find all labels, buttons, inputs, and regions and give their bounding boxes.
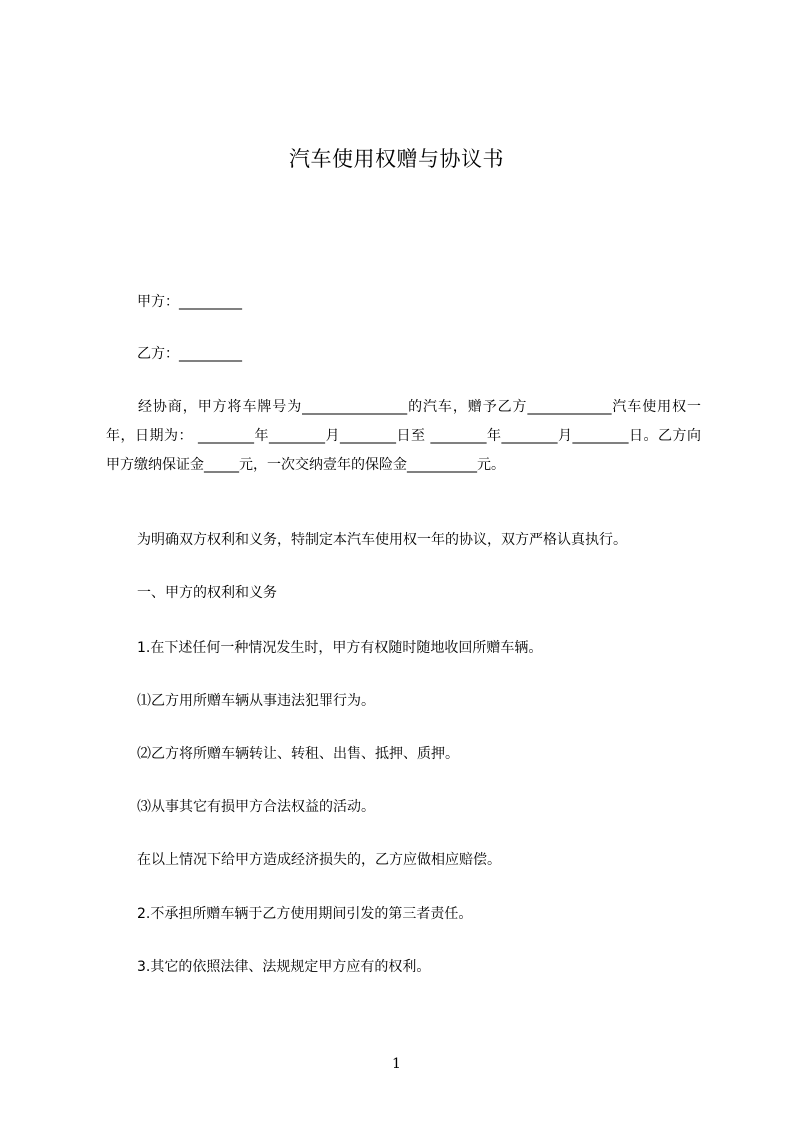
section-1-heading: 一、甲方的权利和义务 xyxy=(137,585,277,601)
clause-1: 1.在下述任何一种情况发生时，甲方有权随时随地收回所赠车辆。 xyxy=(137,640,543,656)
page-number: 1 xyxy=(392,1056,401,1072)
document-title: 汽车使用权赠与协议书 xyxy=(289,147,504,171)
clause-1-note: 在以上情况下给甲方造成经济损失的，乙方应做相应赔偿。 xyxy=(137,852,501,868)
clause-1-3: ⑶从事其它有损甲方合法权益的活动。 xyxy=(137,799,375,815)
party-a-line: 甲方：_________ xyxy=(137,294,242,310)
clause-3: 3.其它的依照法律、法规规定甲方应有的权利。 xyxy=(137,959,431,975)
clause-1-2: ⑵乙方将所赠车辆转让、转租、出售、抵押、质押。 xyxy=(137,746,459,762)
clause-2: 2.不承担所赠车辆于乙方使用期间引发的第三者责任。 xyxy=(137,906,473,922)
party-b-line: 乙方：_________ xyxy=(137,346,242,362)
clause-1-1: ⑴乙方用所赠车辆从事违法犯罪行为。 xyxy=(137,693,375,709)
purpose-paragraph: 为明确双方权利和义务，特制定本汽车使用权一年的协议，双方严格认真执行。 xyxy=(137,532,627,548)
intro-paragraph: 经协商，甲方将车牌号为_______________的汽车，赠予乙方____________汽车使用权一年，日期为： ________年________月________日至 ________年________月________日。乙方向甲方缴纳保证金_____元，一次交纳壹年的保险金__________元。 xyxy=(106,399,701,473)
